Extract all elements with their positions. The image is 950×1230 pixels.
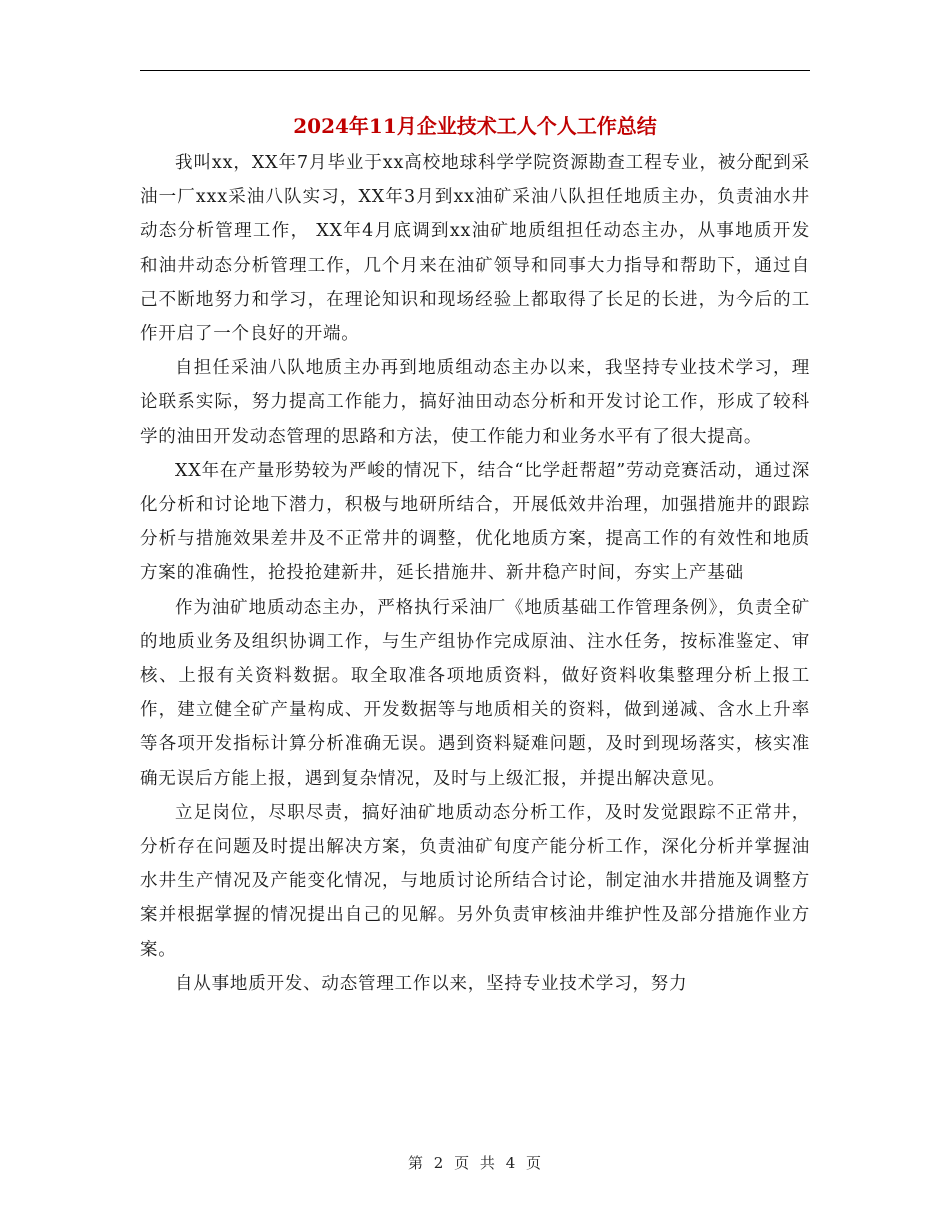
paragraph-production: XX年在产量形势较为严峻的情况下，结合“比学赶帮超”劳动竞赛活动，通过深化分析和讨论地下潜力，积极与地研所结合，开展低效井治理，加强措施井的跟踪分析与措施效果差井及不正常井的调整，优化地质方案，提高工作的有效性和地质方案的准确性，抢投抢建新井，延长措施井、新井稳产时间，夯实上产基础 bbox=[140, 460, 810, 584]
document-title: 2024年11月企业技术工人个人工作总结 bbox=[293, 114, 657, 138]
footer-total-unit: 页 bbox=[526, 1154, 543, 1172]
page-footer bbox=[140, 1152, 810, 1173]
footer-prefix: 第 bbox=[407, 1154, 424, 1172]
paragraph-study: 自担任采油八队地质主办再到地质组动态主办以来，我坚持专业技术学习，理论联系实际，努力提高工作能力，搞好油田动态分析和开发讨论工作，形成了较科学的油田开发动态管理的思路和方法，使工作能力和业务水平有了很大提高。 bbox=[140, 358, 810, 447]
footer-page-number: 2 bbox=[433, 1154, 445, 1172]
footer-total-prefix: 共 bbox=[479, 1154, 496, 1172]
paragraph-intro: 我叫xx，XX年7月毕业于xx高校地球科学学院资源勘查工程专业，被分配到采油一厂xxx采油八队实习，XX年3月到xx油矿采油八队担任地质主办，负责油水井动态分析管理工作， XX年4月底调到xx油矿地质组担任动态主办，从事地质开发和油井动态分析管理工作，几个月来在油矿领导和同事大力指导和帮助下，通过自己不断地努力和学习，在理论知识和现场经验上都取得了长足的长进，为今后的工作开启了一个良好的开端。 bbox=[140, 153, 810, 345]
header-rule bbox=[140, 70, 810, 71]
footer-total-pages: 4 bbox=[505, 1154, 517, 1172]
paragraph-analysis: 立足岗位，尽职尽责，搞好油矿地质动态分析工作，及时发觉跟踪不正常井，分析存在问题及时提出解决方案，负责油矿旬度产能分析工作，深化分析并掌握油水井生产情况及产能变化情况，与地质讨论所结合讨论，制定油水井措施及调整方案并根据掌握的情况提出自己的见解。另外负责审核油井维护性及部分措施作业方案。 bbox=[140, 802, 810, 960]
paragraph-continued: 自从事地质开发、动态管理工作以来，坚持专业技术学习，努力 bbox=[175, 973, 688, 994]
footer-page-unit: 页 bbox=[454, 1154, 471, 1172]
paragraph-duties: 作为油矿地质动态主办，严格执行采油厂《地质基础工作管理条例》，负责全矿的地质业务及组织协调工作，与生产组协作完成原油、注水任务，按标准鉴定、审核、上报有关资料数据。取全取准各项地质资料，做好资料收集整理分析上报工作，建立健全矿产量构成、开发数据等与地质相关的资料，做到递减、含水上升率等各项开发指标计算分析准确无误。遇到资料疑难问题，及时到现场落实，核实准确无误后方能上报，遇到复杂情况，及时与上级汇报，并提出解决意见。 bbox=[140, 597, 810, 789]
document-body bbox=[140, 146, 810, 1001]
